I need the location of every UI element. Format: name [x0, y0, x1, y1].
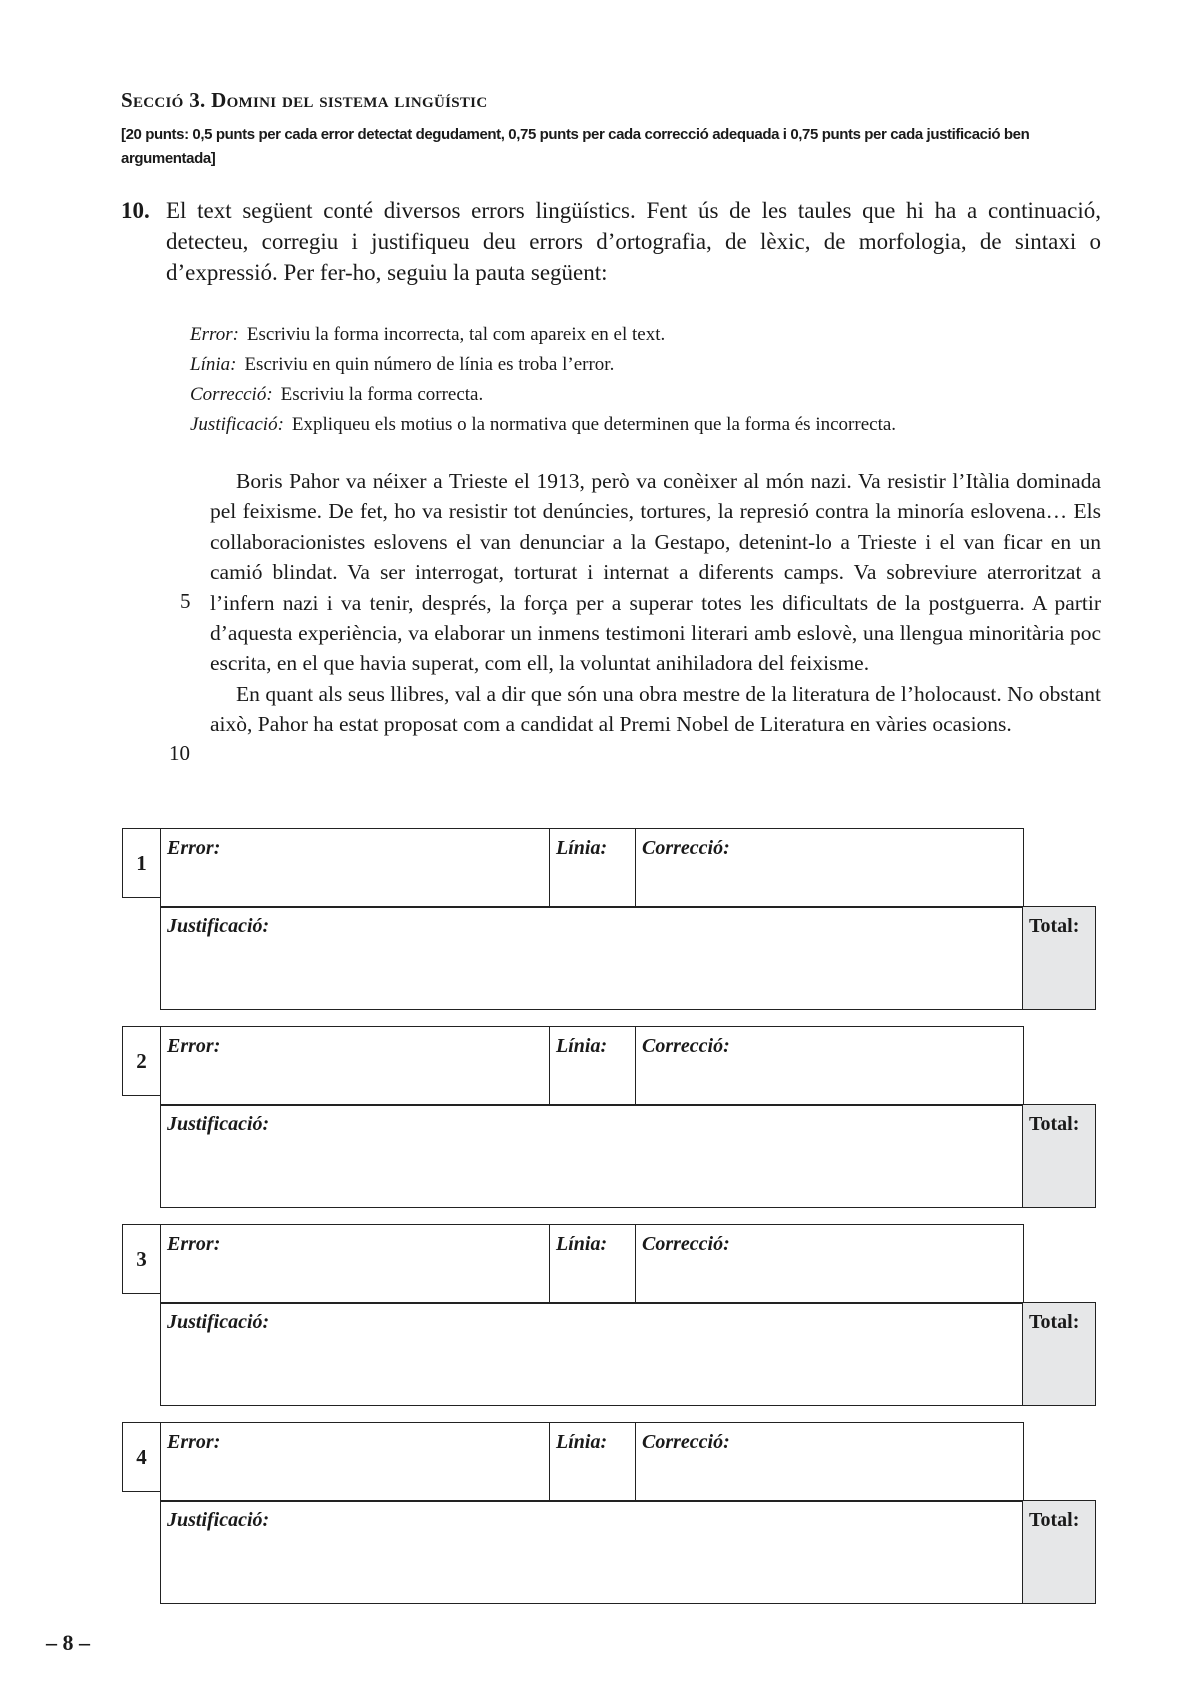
- answer-row-bottom: [160, 1104, 1096, 1208]
- linia-field[interactable]: [550, 1225, 636, 1303]
- linia-field[interactable]: [550, 1423, 636, 1501]
- error-label: Error:: [167, 1431, 221, 1453]
- justificacio-field[interactable]: [161, 1105, 1023, 1207]
- passage-paragraph-1: Boris Pahor va néixer a Trieste el 1913, però va conèixer al món nazi. Va resistir l’Itàlia dominada pel feixisme. De fet, ho va resistir tot denúncies, tortures, la represió contra la minoría eslovena… Els collaboracionistes eslovens el van denunciar a la Gestapo, detenint-lo a Trieste i el van ficar en un camió blindat. Va ser interrogat, torturat i internat a diferents camps. Va sobreviure aterroritzat a l’infern nazi i va tenir, després, la força per a superar totes les dificultats de la postguerra. A partir d’aquesta experiència, va elaborar un inmens testimoni literari amb eslovè, una llengua minoritària poc escrita, en el que havia superat, com ell, la voluntat anihiladora del feixisme.: [210, 469, 1101, 676]
- answer-block-2: [0, 1026, 1200, 1212]
- question-number: 10.: [121, 198, 150, 223]
- correccio-label: Correcció:: [642, 837, 730, 859]
- justificacio-label: Justificació:: [167, 915, 270, 937]
- source-passage: [210, 466, 1101, 740]
- line-marker-5: 5: [180, 589, 191, 613]
- correccio-field[interactable]: [636, 1423, 1023, 1501]
- answer-block-4: [0, 1422, 1200, 1608]
- answer-number: 4: [122, 1422, 160, 1492]
- total-field[interactable]: [1023, 1303, 1095, 1405]
- answer-number: 2: [122, 1026, 160, 1096]
- justificacio-label: Justificació:: [167, 1509, 270, 1531]
- answer-row-top: [160, 828, 1024, 908]
- justificacio-field[interactable]: [161, 907, 1023, 1009]
- error-label: Error:: [167, 837, 221, 859]
- error-field[interactable]: [161, 1225, 550, 1303]
- correccio-label: Correcció:: [642, 1431, 730, 1453]
- total-field[interactable]: [1023, 1105, 1095, 1207]
- answer-block-3: [0, 1224, 1200, 1410]
- answer-row-top: [160, 1026, 1024, 1106]
- passage-paragraph-2: En quant als seus llibres, val a dir que són una obra mestre de la literatura de l’holocaust. No obstant això, Pahor ha estat proposat com a candidat al Premi Nobel de Literatura en vàries ocasions.: [210, 681, 1101, 737]
- guide-row-error: [190, 320, 1120, 350]
- answer-row-top: [160, 1422, 1024, 1502]
- total-field[interactable]: [1023, 907, 1095, 1009]
- linia-label: Línia:: [556, 1233, 608, 1255]
- guide-text: Escriviu la forma correcta.: [280, 384, 484, 405]
- linia-field[interactable]: [550, 1027, 636, 1105]
- error-label: Error:: [167, 1233, 221, 1255]
- error-label: Error:: [167, 1035, 221, 1057]
- total-label: Total:: [1029, 1113, 1080, 1135]
- justificacio-field[interactable]: [161, 1501, 1023, 1603]
- linia-field[interactable]: [550, 829, 636, 907]
- guide-text: Escriviu en quin número de línia es troba l’error.: [244, 354, 615, 375]
- guide-text: Escriviu la forma incorrecta, tal com apareix en el text.: [246, 324, 666, 345]
- section-scoring: [20 punts: 0,5 punts per cada error detectat degudament, 0,75 punts per cada correcció adequada i 0,75 punts per cada justificació ben argumentada]: [121, 126, 1030, 167]
- correccio-label: Correcció:: [642, 1035, 730, 1057]
- justificacio-label: Justificació:: [167, 1311, 270, 1333]
- guide-label: Justificació:: [190, 414, 284, 435]
- line-marker-10: 10: [169, 741, 190, 765]
- error-field[interactable]: [161, 829, 550, 907]
- answer-row-bottom: [160, 1302, 1096, 1406]
- total-label: Total:: [1029, 1509, 1080, 1531]
- correccio-field[interactable]: [636, 1027, 1023, 1105]
- answer-block-1: [0, 828, 1200, 1014]
- guide-row-justificacio: [190, 410, 1120, 440]
- total-field[interactable]: [1023, 1501, 1095, 1603]
- error-field[interactable]: [161, 1027, 550, 1105]
- correccio-field[interactable]: [636, 829, 1023, 907]
- page-number: – 8 –: [46, 1630, 90, 1655]
- answer-number: 3: [122, 1224, 160, 1294]
- question-statement: El text següent conté diversos errors lingüístics. Fent ús de les taules que hi ha a continuació, detecteu, corregiu i justifiqueu deu errors d’ortografia, de lèxic, de morfologia, de sintaxi o d’expressió. Per fer-ho, seguiu la pauta següent:: [166, 198, 1101, 285]
- correccio-field[interactable]: [636, 1225, 1023, 1303]
- guide-text: Expliqueu els motius o la normativa que determinen que la forma és incorrecta.: [291, 414, 897, 435]
- linia-label: Línia:: [556, 1431, 608, 1453]
- guide-label: Correcció:: [190, 384, 273, 405]
- total-label: Total:: [1029, 1311, 1080, 1333]
- guide-row-linia: [190, 350, 1120, 380]
- answer-number: 1: [122, 828, 160, 898]
- error-field[interactable]: [161, 1423, 550, 1501]
- section-title: Secció 3. Domini del sistema lingüístic: [121, 88, 488, 112]
- guide-label: Error:: [190, 324, 239, 345]
- answer-row-bottom: [160, 906, 1096, 1010]
- total-label: Total:: [1029, 915, 1080, 937]
- answer-row-top: [160, 1224, 1024, 1304]
- correccio-label: Correcció:: [642, 1233, 730, 1255]
- guide-row-correccio: [190, 380, 1120, 410]
- guide-label: Línia:: [190, 354, 237, 375]
- linia-label: Línia:: [556, 837, 608, 859]
- justificacio-field[interactable]: [161, 1303, 1023, 1405]
- answer-guide: [190, 320, 1120, 440]
- linia-label: Línia:: [556, 1035, 608, 1057]
- justificacio-label: Justificació:: [167, 1113, 270, 1135]
- answer-row-bottom: [160, 1500, 1096, 1604]
